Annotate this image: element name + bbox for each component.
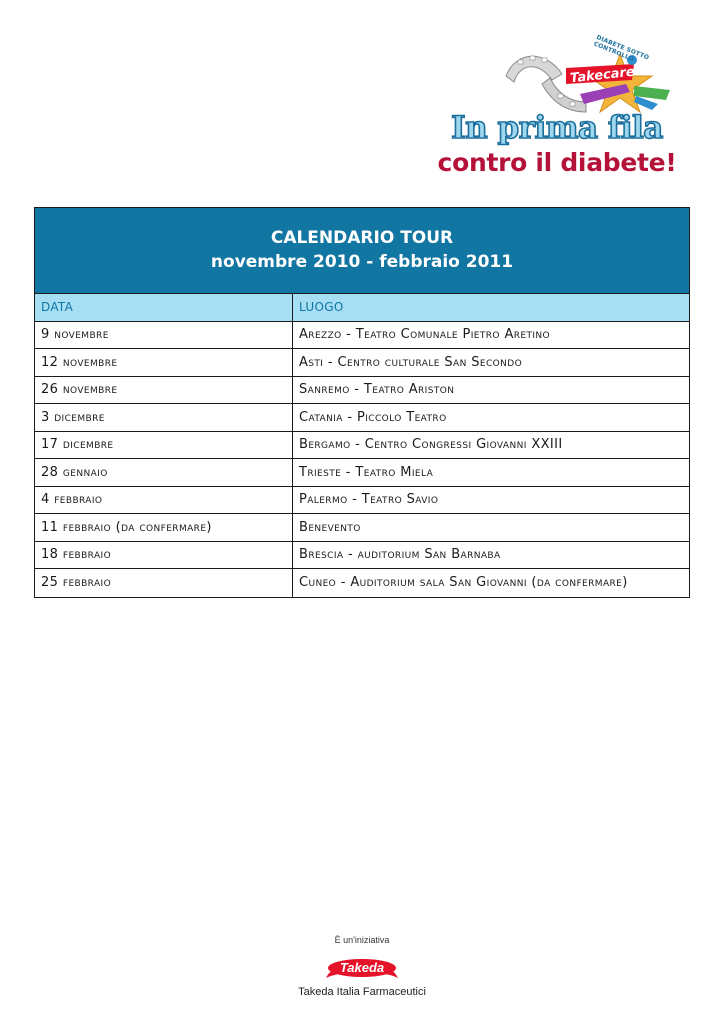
brand-care: care xyxy=(602,64,636,83)
row-place: Brescia - auditorium San Barnaba xyxy=(299,547,501,563)
column-header-row xyxy=(35,294,689,322)
row-place: Asti - Centro culturale San Secondo xyxy=(299,354,523,370)
table-row xyxy=(35,322,689,350)
table-subtitle: novembre 2010 - febbraio 2011 xyxy=(210,252,514,272)
table-row xyxy=(35,459,689,487)
table-row xyxy=(35,349,689,377)
row-date: 12 novembre xyxy=(35,349,293,376)
row-date: 18 febbraio xyxy=(35,542,293,569)
table-row xyxy=(35,569,689,597)
logo-arc-text: DIABETE SOTTO CONTROLLO xyxy=(592,34,650,63)
logo-headline: In prima fila xyxy=(451,110,663,146)
table-row xyxy=(35,432,689,460)
row-date: 25 febbraio xyxy=(35,569,293,597)
campaign-logo xyxy=(420,34,680,186)
row-date: 17 dicembre xyxy=(35,432,293,459)
row-date: 28 gennaio xyxy=(35,459,293,486)
table-row xyxy=(35,487,689,515)
row-place: Trieste - Teatro Miela xyxy=(299,464,434,480)
company-name: Takeda Italia Farmaceutici xyxy=(298,986,426,998)
row-place: Catania - Piccolo Teatro xyxy=(299,409,447,425)
row-date: 11 febbraio (da confermare) xyxy=(35,514,293,541)
row-date: 9 novembre xyxy=(35,322,293,349)
row-place: Bergamo - Centro Congressi Giovanni XXIII xyxy=(299,437,563,453)
initiative-note: È un'iniziativa xyxy=(334,935,390,945)
row-place: Sanremo - Teatro Ariston xyxy=(299,382,455,398)
row-place: Arezzo - Teatro Comunale Pietro Aretino xyxy=(299,327,551,343)
table-row xyxy=(35,542,689,570)
takeda-logo-text: Takeda xyxy=(339,960,385,975)
table-row xyxy=(35,404,689,432)
table-row xyxy=(35,514,689,542)
row-place: Palermo - Teatro Savio xyxy=(299,492,439,508)
row-date: 4 febbraio xyxy=(35,487,293,514)
row-place: Cuneo - Auditorium sala San Giovanni (da confermare) xyxy=(299,575,628,591)
column-header-date: DATA xyxy=(35,294,293,321)
row-date: 3 dicembre xyxy=(35,404,293,431)
row-place: Benevento xyxy=(299,519,361,535)
row-date: 26 novembre xyxy=(35,377,293,404)
logo-subheadline: contro il diabete! xyxy=(437,148,677,177)
tour-calendar-table xyxy=(34,207,690,598)
column-header-place: LUOGO xyxy=(299,300,344,315)
table-row xyxy=(35,377,689,405)
table-title: CALENDARIO TOUR xyxy=(270,228,454,248)
table-header xyxy=(35,208,689,294)
brand-take: Take xyxy=(569,67,604,87)
takeda-logo xyxy=(322,954,402,984)
